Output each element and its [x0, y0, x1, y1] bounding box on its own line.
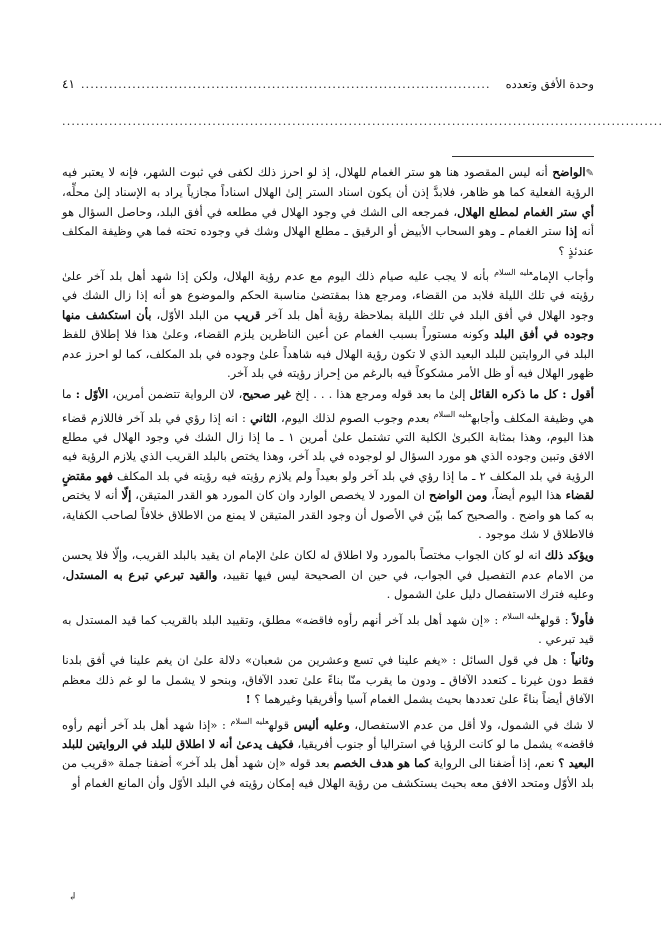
- text-run: انه لو كان الجواب مختصاً بالمورد ولا اطلاق له لكان علىٰ الإمام ان يقيد بالبلد القريب، وإلّا فلا يحسن من الامام عدم التفصيل في الجواب، في حين ان الصحيحة ليس فيها تقييد،: [62, 548, 594, 582]
- honorific: عليه السلام: [230, 716, 269, 726]
- paragraph: [62, 263, 594, 383]
- paragraph: [62, 651, 594, 709]
- bold-text: فكيف يدعىٰ أنه لا اطلاق للبلد في الروايتين للبلد البعيد ؟: [62, 736, 594, 771]
- honorific: عليه السلام: [494, 268, 533, 278]
- text-run: لا شك في الشمول، ولا أقل من عدم الاستفصال،: [349, 717, 594, 732]
- honorific: عليه السلام: [502, 611, 541, 621]
- text-run: بعد قوله «إن شهد أهل بلد آخر» أضفنا جملة «قريب من بلد الأوّل ومتحد الافق معه بحيث يستكشف من رؤية الهلال فيه إمكان رؤيته في البلد الأوّل وأن المانع الغمام أو: [62, 756, 594, 790]
- continuation-icon: ↲: [68, 890, 78, 903]
- dotted-separator: ................................................................................................................................: [62, 115, 663, 128]
- body-text: [62, 163, 594, 795]
- bold-text: فهو مقتضٍ لقضاء: [62, 468, 594, 503]
- bold-text: وثانياً: [571, 653, 594, 668]
- text-run: بعدم وجوب الصوم لذلك اليوم،: [276, 410, 434, 425]
- text-run: إلىٰ ما بعد قوله ومرجع هذا . . . إلخ: [291, 387, 470, 402]
- bold-text: وعليه أليس: [293, 717, 350, 732]
- bold-text: !: [245, 692, 251, 707]
- paragraph: [62, 712, 594, 793]
- bold-text: فأولاً: [572, 612, 595, 627]
- note-icon: ✎: [585, 168, 594, 179]
- bold-text: بأن استكشف منها وجوده في أفق البلد: [62, 307, 594, 342]
- text-run: : انه إذا رؤي في بلد آخر فاللازم قضاء هذا اليوم، وهذا بمثابة الكبرىٰ الكلية التي تشتمل علىٰ أمرين ١ ـ ما إذا زال الشك في وجود الهلال في مطلع الافق وتبين وجوده الذي هو مورد السؤال لو لوجوده في بلد آخر، وهذا يختص بالبلد القريب الذي يلازم الرؤية فيه الرؤية في بلد المكلف ٢ ـ ما إذا رؤي في بلد آخر ولو بعيداً ولم يلازم رؤيته فيه رؤيته في بلد المكلف: [62, 410, 594, 483]
- text-run: قوله: [268, 717, 294, 732]
- text-run: : «إن شهد أهل بلد آخر أنهم رأوه فاقضه» مطلق، وتقييد البلد بالقريب كما قيد المستدل به قيد تبرعي .: [62, 612, 594, 646]
- text-run: ما هي وظيفة المكلف وأجابه: [62, 387, 594, 425]
- text-run: ، وعليه فترك الاستفصال دليل علىٰ الشمول .: [62, 567, 594, 602]
- text-run: ان المورد لا يخصص الوارد وان كان المورد هو القدر المتيقن،: [131, 488, 430, 503]
- bold-text: أي ستر الغمام لمطلع الهلال: [457, 204, 594, 219]
- bold-text: الأوّل :: [75, 387, 109, 402]
- bold-text: الواضح: [552, 165, 586, 179]
- running-header: [62, 74, 594, 94]
- text-run: أنه ليس المقصود هنا هو ستر الغمام للهلال، إذ لو احرز ذلك لكفى في ثبوت الشهر، فإنه لا يعتبر فيه الرؤية الفعلية كما هو ظاهر، فلابدَّ إذن أن يكون اسناد الستر إلىٰ الهلال اسناداً مجازياً يراد به الإسناد إلىٰ محلِّه،: [62, 165, 594, 200]
- running-title: وحدة الأفق وتعدده: [505, 77, 594, 91]
- bold-text: الثاني: [250, 410, 277, 425]
- text-run: نعم، إذا أضفنا الى الرواية: [429, 756, 559, 771]
- paragraph: [62, 385, 594, 544]
- paragraph: [62, 163, 594, 261]
- bold-text: والقيد تبرعي تبرع به المستدل: [65, 567, 218, 582]
- text-run: : «إذا شهد أهل بلد آخر أنهم رأوه فاقضه» يشمل ما لو كانت الرؤيا في استراليا أو جنوب أفريقيا،: [62, 717, 594, 751]
- text-run: : هل في قول السائل : «يغم علينا في تسع وعشرين من شعبان» دلالة علىٰ ان يغم علينا في أفق بلدنا فقط دون غيرنا ـ كتعدد الآفاق ـ ودون ما يقرب منّا بناءً علىٰ تعدد الآفاق، وبنحو لا يشمل ما لو غم ذلك معظم الآفاق أيضاً بناءً علىٰ تعددها بحيث يشمل الغمام آسيا وأفريقيا وغيرهما ؟: [62, 653, 594, 707]
- bold-text: أقول : كل ما ذكره القائل: [469, 387, 595, 402]
- text-run: ، فمرجعه الى الشك في وجود الهلال في مطلعه في أفق البلد، وحاصل السؤال هو أنه: [62, 204, 594, 239]
- bold-text: إلّا: [121, 488, 132, 503]
- bold-text: إذا: [565, 224, 578, 239]
- text-run: : قوله: [540, 612, 573, 627]
- paragraph: [62, 607, 594, 650]
- text-run: ستر الغمام ـ وهو السحاب الأبيض أو الرقيق ـ مطلع الهلال وشك في وجوده تحته فما هي وظيفة المكلف عندئذٍ ؟: [62, 224, 594, 258]
- bold-text: كما هو هدف الخصم: [333, 756, 430, 771]
- bold-text: ويؤكد ذلك: [544, 548, 594, 563]
- bold-text: غير صحيح: [242, 387, 292, 402]
- paragraph: [62, 546, 594, 604]
- bold-text: ومن الواضح: [429, 488, 488, 503]
- honorific: عليه السلام: [433, 409, 472, 419]
- text-run: من البلد الأوّل،: [151, 307, 234, 322]
- bold-text: قريب: [233, 307, 261, 322]
- footnote-rule: [452, 156, 594, 157]
- text-run: ، لان الرواية تتضمن أمرين،: [108, 387, 243, 402]
- text-run: بأنه لا يجب عليه صيام ذلك اليوم مع عدم رؤية الهلال، ولكن إذا شهد أهل بلد آخر علىٰ رؤيته في تلك الليلة فلابد من القضاء، ومرجع هذا بمقتضىٰ مناسبة الحكم والموضوع هو أنه إذا زال الشك في وجود الهلال في أفق البلد في تلك الليلة بملاحظة رؤية أهل بلد آخر: [62, 268, 594, 322]
- text-run: هذا اليوم أيضاً،: [487, 488, 566, 503]
- page-number: ٤١: [62, 77, 75, 91]
- text-run: أنه لا يختص به كما هو واضح . والصحيح كما بيّن في الأصول أن وجود القدر المتيقن لا يمنع من الاطلاق خلافاً لصاحب الكفاية، فالاطلاق لا شك موجود .: [62, 488, 594, 542]
- text-run: وكونه مستوراً بسبب الغمام عن أعين الناظرين يلزم القضاء، وعلىٰ هذا فلا إطلاق للفظ البلد في الروايتين للبلد البعيد الذي لا تكون رؤية الهلال فيه شاهداً علىٰ وجوده في بلد المكلف، كما لو احرز عدم ظهور الهلال فيه أو ظل الأمر مشكوكاً فيه بالرغم من إحراز رؤيته في بلد آخر.: [62, 327, 594, 380]
- header-leader-dots: ........................................................................................: [80, 77, 491, 91]
- text-run: وأجاب الإمام: [532, 268, 594, 283]
